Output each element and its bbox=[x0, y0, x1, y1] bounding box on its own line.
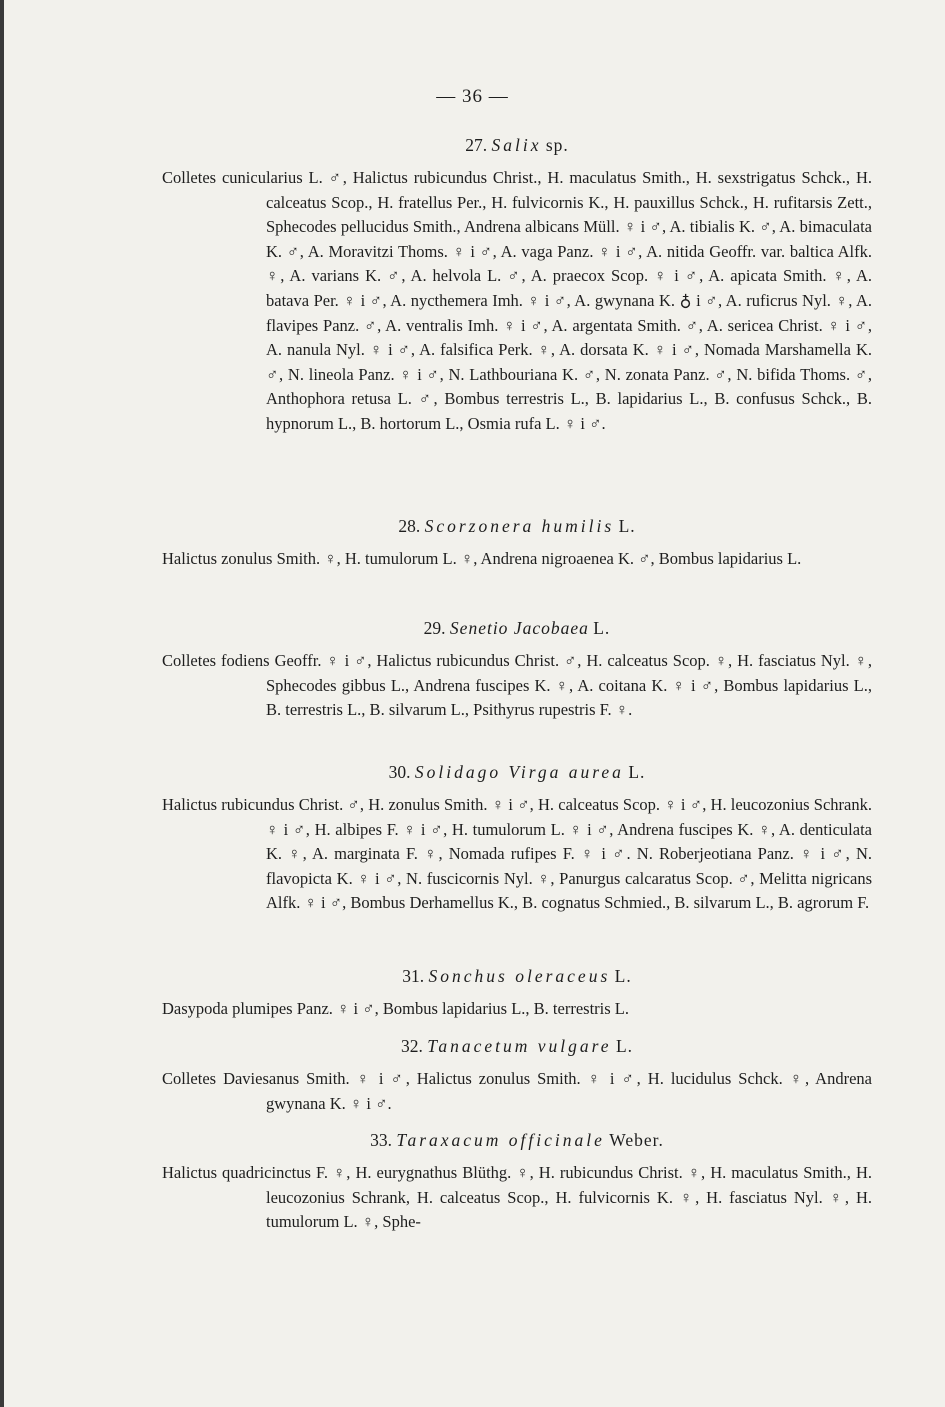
section-number: 29. bbox=[423, 618, 446, 638]
section-32 bbox=[162, 1036, 872, 1116]
section-33 bbox=[162, 1130, 872, 1235]
plant-name: Taraxacum officinale bbox=[396, 1130, 605, 1150]
section-29 bbox=[162, 618, 872, 723]
species-list: Halictus rubicundus Christ. ♂, H. zonulus Smith. ♀ i ♂, H. calceatus Scop. ♀ i ♂, H. leucozonius Schrank. ♀ i ♂, H. albipes F. ♀ i ♂, H. tumulorum L. ♀ i ♂, Andrena fuscipes K. ♀, A. denticulata K. ♀, A. marginata F. ♀, Nomada rufipes F. ♀ i ♂. N. Roberjeotiana Panz. ♀ i ♂, N. flavopicta K. ♀ i ♂, N. fuscicornis Nyl. ♀, Panurgus calcaratus Scop. ♂, Melitta nigricans Alfk. ♀ i ♂, Bombus Derhamellus K., B. cognatus Schmied., B. silvarum L., B. agrorum F. bbox=[162, 795, 872, 913]
section-number: 28. bbox=[398, 516, 421, 536]
section-number: 33. bbox=[370, 1130, 392, 1150]
plant-author: L. bbox=[593, 618, 611, 638]
section-heading bbox=[162, 516, 872, 537]
species-list: Colletes Daviesanus Smith. ♀ i ♂, Halictus zonulus Smith. ♀ i ♂, H. lucidulus Schck. ♀, Andrena gwynana K. ♀ i ♂. bbox=[162, 1069, 872, 1113]
section-31 bbox=[162, 966, 872, 1022]
species-list: Halictus quadricinctus F. ♀, H. eurygnathus Blüthg. ♀, H. rubicundus Christ. ♀, H. maculatus Smith., H. leucozonius Schrank, H. calceatus Scop., H. fulvicornis K. ♀, H. fasciatus Nyl. ♀, H. tumulorum L. ♀, Sphe- bbox=[162, 1163, 872, 1232]
plant-name: Tanacetum vulgare bbox=[427, 1036, 612, 1056]
plant-author: L. bbox=[614, 966, 632, 986]
section-30 bbox=[162, 762, 872, 916]
section-heading bbox=[162, 135, 872, 156]
section-28 bbox=[162, 516, 872, 572]
plant-name: Sonchus oleraceus bbox=[428, 966, 611, 986]
section-heading bbox=[162, 1130, 872, 1151]
species-list: Halictus zonulus Smith. ♀, H. tumulorum L. ♀, Andrena nigroaenea K. ♂, Bombus lapidarius L. bbox=[162, 549, 802, 568]
plant-name: Senetio Jacobaea bbox=[449, 618, 589, 638]
plant-author: Weber. bbox=[609, 1130, 664, 1150]
plant-name: Scorzonera humilis bbox=[424, 516, 615, 536]
section-27 bbox=[162, 135, 872, 437]
plant-name: Salix bbox=[491, 135, 542, 155]
plant-author: sp. bbox=[545, 135, 569, 155]
section-number: 32. bbox=[400, 1036, 423, 1056]
section-number: 31. bbox=[402, 966, 425, 986]
species-list: Colletes fodiens Geoffr. ♀ i ♂, Halictus rubicundus Christ. ♂, H. calceatus Scop. ♀, H. fasciatus Nyl. ♀, Sphecodes gibbus L., Andrena fuscipes K. ♀, A. coitana K. ♀ i ♂, Bombus lapidarius L., B. terrestris L., B. silvarum L., Psithyrus rupestris F. ♀. bbox=[162, 651, 872, 720]
plant-name: Solidago Virga aurea bbox=[414, 762, 624, 782]
plant-author: L. bbox=[615, 1036, 634, 1056]
section-heading bbox=[162, 618, 872, 639]
section-number: 30. bbox=[388, 762, 411, 782]
section-heading bbox=[162, 1036, 872, 1057]
section-heading bbox=[162, 966, 872, 987]
plant-author: L. bbox=[618, 516, 636, 536]
section-heading bbox=[162, 762, 872, 783]
plant-author: L. bbox=[628, 762, 646, 782]
species-list: Colletes cunicularius L. ♂, Halictus rubicundus Christ., H. maculatus Smith., H. sexstrigatus Schck., H. calceatus Scop., H. fratellus Per., H. fulvicornis K., H. pauxillus Schck., H. rufitarsis Zett., Sphecodes pellucidus Smith., Andrena albicans Müll. ♀ i ♂, A. tibialis K. ♂, A. bimaculata K. ♂, A. Moravitzi Thoms. ♀ i ♂, A. vaga Panz. ♀ i ♂, A. nitida Geoffr. var. baltica Alfk. ♀, A. varians K. ♂, A. helvola L. ♂, A. praecox Scop. ♀ i ♂, A. apicata Smith. ♀, A. batava Per. ♀ i ♂, A. nycthemera Imh. ♀ i ♂, A. gwynana K. ♁ i ♂, A. ruficrus Nyl. ♀, A. flavipes Panz. ♂, A. ventralis Imh. ♀ i ♂, A. argentata Smith. ♂, A. sericea Christ. ♀ i ♂, A. nanula Nyl. ♀ i ♂, A. falsifica Perk. ♀, A. dorsata K. ♀ i ♂, Nomada Marshamella K. ♂, N. lineola Panz. ♀ i ♂, N. Lathbouriana K. ♂, N. zonata Panz. ♂, N. bifida Thoms. ♂, Anthophora retusa L. ♂, Bombus terrestris L., B. lapidarius L., B. confusus Schck., B. hypnorum L., B. hortorum L., Osmia rufa L. ♀ i ♂. bbox=[162, 168, 872, 433]
page-number: — 36 — bbox=[436, 86, 509, 107]
section-number: 27. bbox=[465, 135, 488, 155]
species-list: Dasypoda plumipes Panz. ♀ i ♂, Bombus lapidarius L., B. terrestris L. bbox=[162, 999, 629, 1018]
